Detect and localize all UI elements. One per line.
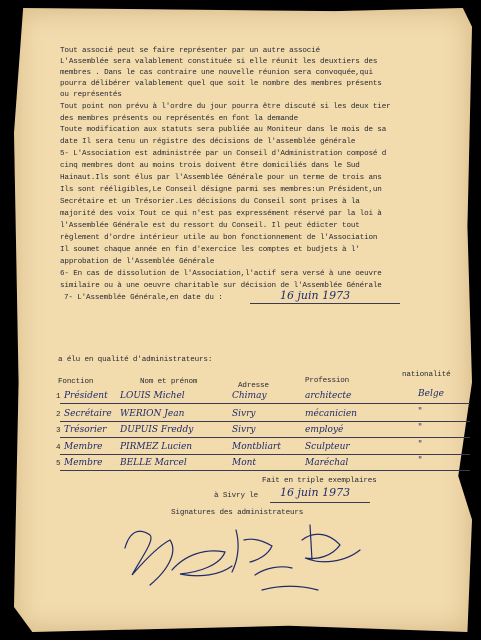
row-number: 5 bbox=[56, 460, 61, 468]
text-line: Il soumet chaque année en fin d'exercice les comptes et budjets à l' bbox=[60, 246, 360, 254]
text-line: règlement d'ordre intérieur utile au bon fonctionnement de l'Association bbox=[60, 234, 378, 242]
row-number: 1 bbox=[56, 393, 61, 401]
text-line: majorité des voix Tout ce qui n'est pas expressément réservé par la loi à bbox=[60, 210, 382, 218]
text-line: ou représentés bbox=[60, 91, 122, 99]
text-line: pourra délibérer valablement quel que soit le nombre des membres présents bbox=[60, 80, 382, 88]
row-nom: DUPUIS Freddy bbox=[120, 425, 194, 435]
row-adresse: Sivry bbox=[232, 425, 256, 435]
row-nationalite: " bbox=[418, 407, 423, 417]
signature-2 bbox=[172, 551, 232, 576]
text-line: Toute modification aux statuts sera publiée au Moniteur dans le mois de sa bbox=[60, 126, 387, 134]
elected-label: a élu en qualité d'administrateurs: bbox=[58, 356, 213, 364]
row-nationalite: " bbox=[418, 456, 423, 466]
row-profession: Sculpteur bbox=[305, 442, 350, 452]
text-line: date Il sera tenu un régistre des décisions de l'assemblée générale bbox=[60, 138, 356, 146]
row-profession: architecte bbox=[305, 391, 352, 401]
row-fonction: Secrétaire bbox=[64, 409, 112, 419]
row-profession: employé bbox=[305, 425, 344, 435]
text-line: des membres présents ou représentés en font la demande bbox=[60, 115, 298, 123]
row-nationalite: " bbox=[418, 440, 423, 450]
row-number: 4 bbox=[56, 444, 61, 452]
date-signed: 16 juin 1973 bbox=[280, 486, 351, 499]
row-nationalite: Belge bbox=[418, 389, 444, 399]
row-fonction: Président bbox=[64, 391, 108, 401]
header-nom: Nom et prénom bbox=[140, 378, 198, 386]
text-line: 6- En cas de dissolution de l'Association,l'actif sera versé à une oeuvre bbox=[60, 270, 382, 278]
row-number: 3 bbox=[56, 427, 61, 435]
text-line: 5- L'Association est administrée par un Conseil d'Administration composé d bbox=[60, 150, 387, 158]
text-line: 7- L'Assemblée Générale,en date du : bbox=[64, 294, 223, 302]
row-adresse: Mont bbox=[232, 458, 257, 468]
text-line: l'Assemblée Générale est du ressort du Conseil. Il peut édicter tout bbox=[60, 222, 360, 230]
row-fonction: Membre bbox=[64, 458, 103, 468]
header-adresse: Adresse bbox=[238, 382, 269, 390]
signature-4 bbox=[255, 567, 318, 590]
text-line: Tout point non prévu à l'ordre du jour pourra être discuté si les deux tier bbox=[60, 103, 391, 111]
text-line: membres . Dans le cas contraire une nouvelle réunion sera convoquée,qui bbox=[60, 69, 373, 77]
row-adresse: Chimay bbox=[232, 391, 267, 401]
text-line: L'Assemblée sera valablement constituée si elle réunit les deuxtiers des bbox=[60, 58, 378, 66]
signature-5 bbox=[302, 525, 360, 562]
fait-label: Fait en triple exemplaires bbox=[262, 477, 377, 485]
row-number: 2 bbox=[56, 411, 61, 419]
row-fonction: Trésorier bbox=[64, 425, 107, 435]
text-line: Tout associé peut se faire représenter par un autre associé bbox=[60, 47, 321, 55]
header-profession: Profession bbox=[305, 377, 350, 385]
row-nationalite: " bbox=[418, 423, 423, 433]
signature-1 bbox=[125, 531, 173, 585]
text-line: approbation de l'Assemblée Générale bbox=[60, 258, 215, 266]
row-nom: PIRMEZ Lucien bbox=[120, 442, 193, 452]
row-nom: BELLE Marcel bbox=[120, 458, 187, 468]
place-label: à Sivry le bbox=[214, 492, 259, 500]
text-line: Secrétaire et un Trésorier.Les décisions du Conseil sont prises à la bbox=[60, 198, 360, 206]
row-adresse: Montbliart bbox=[232, 442, 281, 452]
row-profession: Maréchal bbox=[305, 458, 349, 468]
text-line: Hainaut.Ils sont élus par l'Assemblée Générale pour un terme de trois ans bbox=[60, 174, 382, 182]
signatures-label: Signatures des administrateurs bbox=[171, 509, 304, 517]
row-nom: LOUIS Michel bbox=[120, 391, 185, 401]
meeting-date: 16 juin 1973 bbox=[280, 289, 351, 302]
row-nom: WERION Jean bbox=[120, 409, 185, 419]
header-nationalite: nationalité bbox=[402, 371, 451, 379]
signature-3 bbox=[232, 530, 272, 572]
text-line: Ils sont rééligibles,Le Conseil désigne parmi ses membres:un Président,un bbox=[60, 186, 382, 194]
row-profession: mécanicien bbox=[305, 409, 357, 419]
header-fonction: Fonction bbox=[58, 378, 94, 386]
text-line: cinq membres dont au moins trois doivent être domiciliés dans le Sud bbox=[60, 162, 360, 170]
row-fonction: Membre bbox=[64, 442, 103, 452]
row-adresse: Sivry bbox=[232, 409, 256, 419]
text-line: similaire ou à une oeuvre charitable sur décision de l'Assemblée Générale bbox=[60, 282, 382, 290]
